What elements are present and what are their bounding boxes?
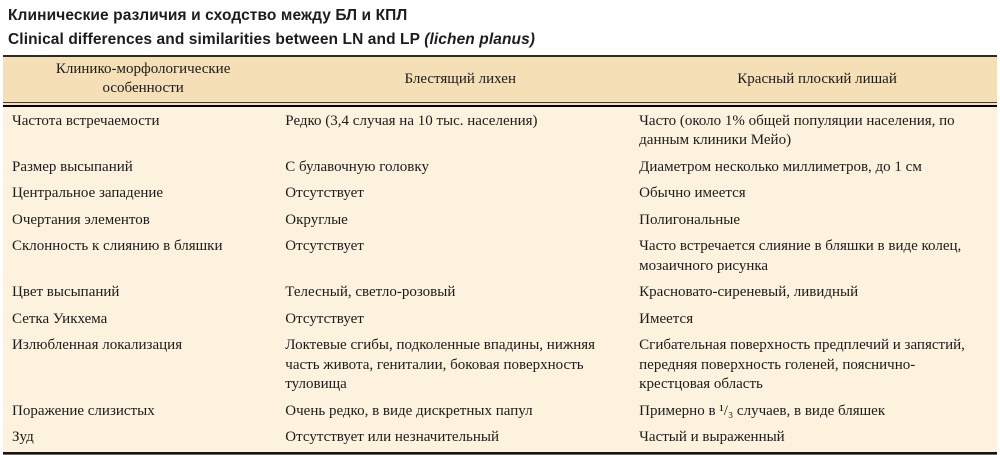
cell-lichen-planus: Имеется (637, 307, 997, 334)
table-row (3, 307, 997, 334)
cell-lichen-nitidus: Отсутствует (283, 181, 637, 208)
cell-feature: Склонность к слиянию в бляшки (3, 234, 283, 280)
cell-lichen-planus: Часто (около 1% общей популяции населения, по данным клиники Мейо) (637, 106, 997, 155)
title-english (8, 30, 992, 50)
table-row (3, 234, 997, 280)
table-row (3, 208, 997, 235)
cell-lichen-planus: Частый и выраженный (637, 425, 997, 453)
cell-lichen-nitidus: С булавочную головку (283, 155, 637, 182)
title-russian: Клинические различия и сходство между БЛ и КПЛ (8, 7, 408, 24)
cell-lichen-nitidus: Отсутствует (283, 234, 637, 280)
header-feature-label: Клинико-морфологические особенности (55, 61, 231, 96)
table-row (3, 333, 997, 399)
table-row (3, 106, 997, 155)
cell-feature: Размер высыпаний (3, 155, 283, 182)
cell-lichen-nitidus: Телесный, светло-розовый (283, 280, 637, 307)
header-lichen-planus-column: Красный плоский лишай (637, 56, 997, 103)
cell-lichen-nitidus: Отсутствует (283, 307, 637, 334)
title-english-italic: (lichen planus) (424, 31, 536, 48)
title-block (0, 0, 1000, 50)
header-row (3, 56, 997, 103)
cell-lichen-planus: Примерно в ¹/₃ случаев, в виде бляшек (637, 399, 997, 426)
cell-feature: Зуд (3, 425, 283, 453)
bottom-divider (3, 453, 997, 455)
comparison-table (3, 55, 997, 455)
title-english-main: Clinical differences and similarities between LN and LP (8, 31, 420, 48)
table-row (3, 399, 997, 426)
header-feature-column (3, 56, 283, 103)
cell-lichen-nitidus: Отсутствует или незначительный (283, 425, 637, 453)
table-row (3, 181, 997, 208)
cell-lichen-planus: Часто встречается слияние в бляшки в виде колец, мозаичного рисунка (637, 234, 997, 280)
cell-feature: Очертания элементов (3, 208, 283, 235)
table-row (3, 280, 997, 307)
table-row (3, 155, 997, 182)
cell-lichen-planus: Красновато-сиреневый, ливидный (637, 280, 997, 307)
cell-lichen-planus: Диаметром несколько миллиметров, до 1 см (637, 155, 997, 182)
cell-feature: Сетка Уикхема (3, 307, 283, 334)
table-body (3, 106, 997, 453)
cell-lichen-planus: Обычно имеется (637, 181, 997, 208)
cell-lichen-planus: Полигональные (637, 208, 997, 235)
cell-feature: Цвет высыпаний (3, 280, 283, 307)
cell-lichen-nitidus: Локтевые сгибы, подколенные впадины, нижняя часть живота, гениталии, боковая поверхность туловища (283, 333, 637, 399)
table-row (3, 425, 997, 453)
cell-feature: Частота встречаемости (3, 106, 283, 155)
cell-feature: Излюбленная локализация (3, 333, 283, 399)
cell-feature: Центральное западение (3, 181, 283, 208)
cell-lichen-nitidus: Округлые (283, 208, 637, 235)
cell-lichen-nitidus: Редко (3,4 случая на 10 тыс. населения) (283, 106, 637, 155)
header-lichen-nitidus-column: Блестящий лихен (283, 56, 637, 103)
cell-feature: Поражение слизистых (3, 399, 283, 426)
cell-lichen-planus: Сгибательная поверхность предплечий и запястий, передняя поверхность голеней, пояснично-крестцовая область (637, 333, 997, 399)
cell-lichen-nitidus: Очень редко, в виде дискретных папул (283, 399, 637, 426)
